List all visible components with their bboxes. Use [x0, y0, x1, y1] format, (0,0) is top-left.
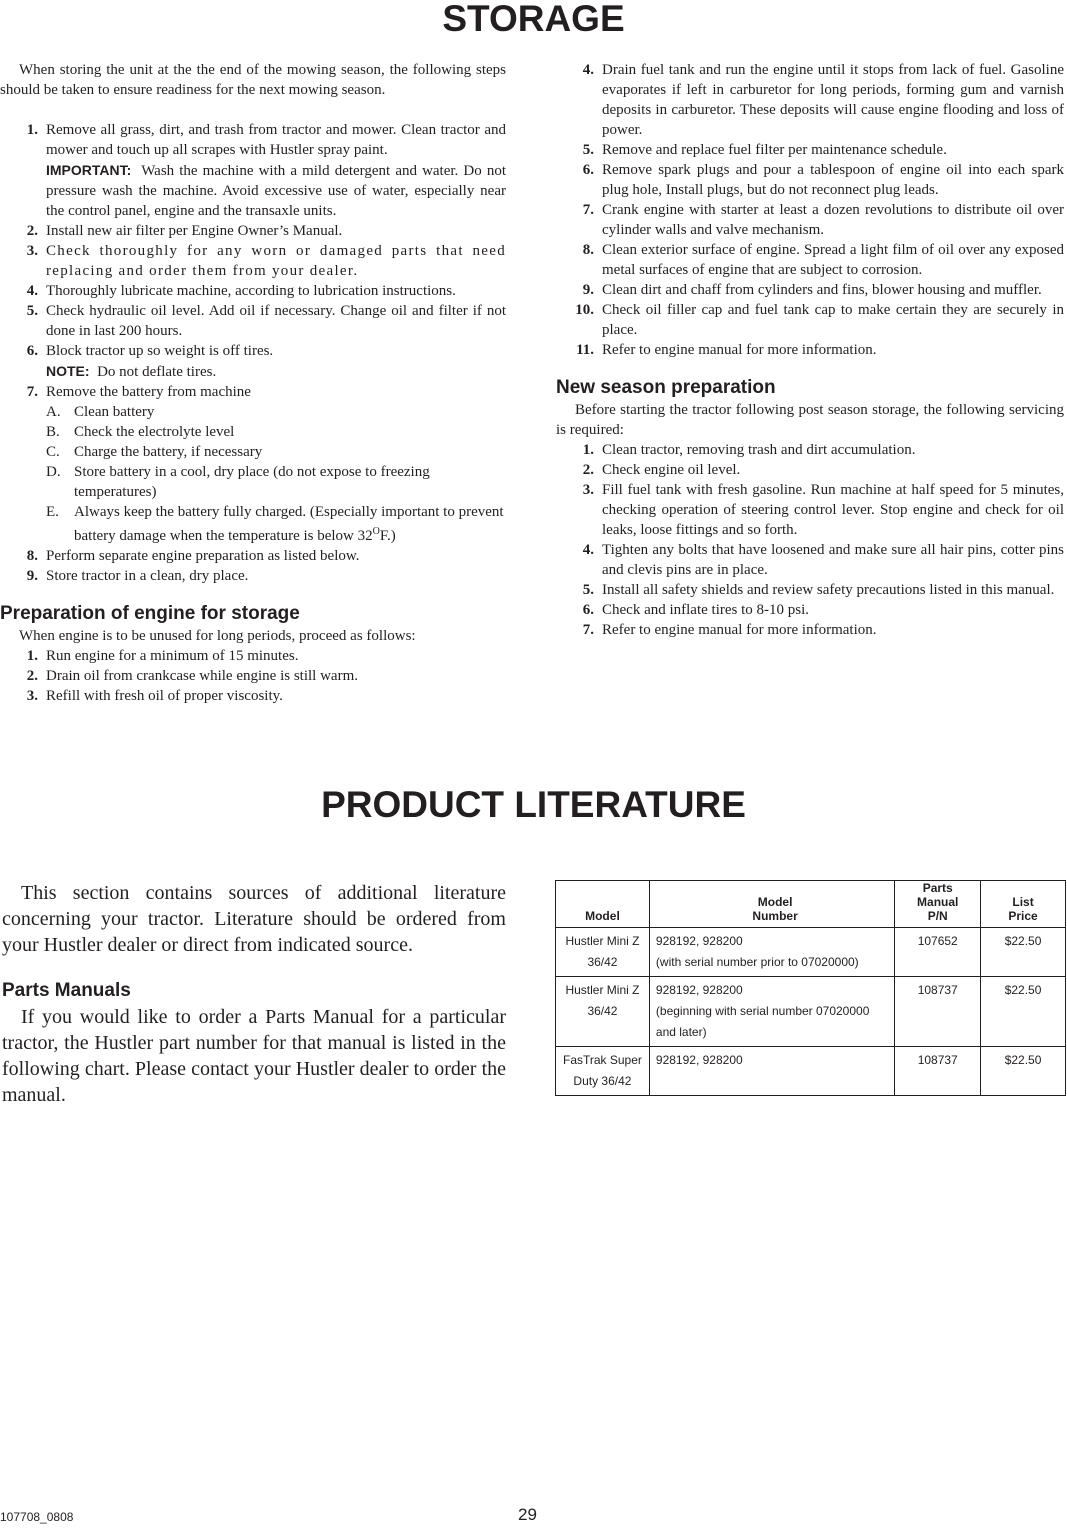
cell-model: Hustler Mini Z 36/42	[556, 977, 650, 1047]
cell-model: Hustler Mini Z 36/42	[556, 928, 650, 977]
storage-step: 5. Check hydraulic oil level. Add oil if necessary. Change oil and filter if not done in last 200 hours.	[26, 303, 506, 339]
cell-model-number: 928192, 928200	[649, 1047, 894, 1096]
new-season-step: 5. Install all safety shields and review safety precautions listed in this manual.	[582, 582, 1055, 598]
engine-prep-step: 9. Clean dirt and chaff from cylinders and fins, blower housing and muffler.	[582, 282, 1042, 298]
storage-step: 7. Remove the battery from machine	[26, 384, 251, 400]
engine-prep-intro: When engine is to be unused for long periods, proceed as follows:	[19, 628, 416, 644]
header-model: Model	[556, 881, 650, 928]
new-season-intro: Before starting the tractor following post season storage, the following servicing is required:	[556, 402, 1064, 438]
new-season-step: 7. Refer to engine manual for more information.	[582, 622, 877, 638]
battery-step: C. Charge the battery, if necessary	[46, 444, 263, 460]
storage-step: 8. Perform separate engine preparation as listed below.	[26, 548, 360, 564]
cell-pn: 108737	[895, 977, 981, 1047]
new-season-step: 4. Tighten any bolts that have loosened and make sure all hair pins, cotter pins and clevis pins are in place.	[582, 542, 1064, 578]
storage-title: STORAGE	[442, 0, 625, 39]
storage-right-column	[556, 60, 1064, 640]
battery-step: E. Always keep the battery fully charged. (Especially important to prevent battery damage when the temperature is below $32^OF$.)	[46, 504, 504, 544]
cell-model-number: 928192, 928200 (with serial number prior to 07020000)	[649, 928, 894, 977]
engine-prep-step: 7. Crank engine with starter at least a dozen revolutions to distribute oil over cylinder walls and valve mechanism.	[582, 202, 1064, 238]
new-season-step: 1. Clean tractor, removing trash and dirt accumulation.	[582, 442, 916, 458]
table-header-row	[556, 881, 1066, 928]
cell-price: $22.50	[981, 928, 1066, 977]
important-label: IMPORTANT:	[46, 162, 132, 178]
new-season-step: 6. Check and inflate tires to 8-10 psi.	[582, 602, 810, 618]
storage-left-column	[0, 60, 506, 706]
parts-manuals-heading: Parts Manuals	[2, 980, 131, 1001]
storage-step: 9. Store tractor in a clean, dry place.	[26, 568, 249, 584]
engine-prep-step: 10. Check oil filler cap and fuel tank cap to make certain they are securely in place.	[575, 302, 1064, 338]
product-literature-title: PRODUCT LITERATURE	[321, 784, 746, 825]
engine-prep-step: 5. Remove and replace fuel filter per maintenance schedule.	[582, 142, 947, 158]
product-literature-left	[2, 880, 506, 1108]
storage-steps	[0, 120, 506, 586]
engine-prep-step: 6. Remove spark plugs and pour a tablespoon of engine oil into each spark plug hole, Install plugs, but do not reconnect plug leads.	[582, 162, 1064, 198]
cell-pn: 107652	[895, 928, 981, 977]
engine-prep-step: 4. Drain fuel tank and run the engine until it stops from lack of fuel. Gasoline evaporates if left in carburetor for long periods, forming gum and varnish deposits in carburetor. These deposits will cause engine flooding and loss of power.	[582, 62, 1064, 138]
engine-prep-step: 8. Clean exterior surface of engine. Spread a light film of oil over any exposed metal surfaces of engine that are subject to corrosion.	[582, 242, 1064, 278]
engine-prep-step: 2. Drain oil from crankcase while engine is still warm.	[26, 668, 358, 684]
engine-prep-steps-left	[0, 646, 506, 706]
storage-intro: When storing the unit at the the end of the mowing season, the following steps should be taken to ensure readiness for the next mowing season.	[0, 62, 506, 98]
new-season-steps	[556, 440, 1064, 640]
parts-manual-table	[555, 880, 1066, 1096]
storage-step: 6. Block tractor up so weight is off tires. NOTE: Do not deflate tires.	[26, 343, 274, 380]
header-parts-manual-pn: Parts Manual P/N	[895, 881, 981, 928]
engine-prep-heading: Preparation of engine for storage	[0, 603, 300, 624]
note-text: Do not deflate tires.	[97, 364, 217, 380]
engine-prep-step: 3. Refill with fresh oil of proper viscosity.	[26, 688, 283, 704]
storage-step: 1. Remove all grass, dirt, and trash from tractor and mower. Clean tractor and mower and touch up all scrapes with Hustler spray paint. IMPORTANT: Wash the machine with a mild detergent and water. Do not pressure wash the machine. Avoid excessive use of water, especially near the control panel, engine and the transaxle units.	[26, 122, 506, 219]
storage-step: 4. Thoroughly lubricate machine, according to lubrication instructions.	[26, 283, 456, 299]
engine-prep-step: 11. Refer to engine manual for more information.	[576, 342, 877, 358]
battery-step: D. Store battery in a cool, dry place (do not expose to freezing temperatures)	[46, 464, 430, 500]
storage-step: 3. Check thoroughly for any worn or damaged parts that need replacing and order them from your dealer.	[26, 243, 506, 279]
new-season-step: 3. Fill fuel tank with fresh gasoline. Run machine at half speed for 5 minutes, checking operation of steering control lever. Stop engine and check for oil leaks, loose fittings and so forth.	[582, 482, 1064, 538]
new-season-heading: New season preparation	[556, 377, 776, 398]
battery-step: B. Check the electrolyte level	[46, 424, 235, 440]
engine-prep-step: 1. Run engine for a minimum of 15 minutes.	[26, 648, 299, 664]
battery-step: A. Clean battery	[46, 404, 155, 420]
cell-model-number: 928192, 928200 (beginning with serial number 07020000 and later)	[649, 977, 894, 1047]
storage-step: 2. Install new air filter per Engine Owner’s Manual.	[26, 223, 343, 239]
note-label: NOTE:	[46, 363, 90, 379]
important-text: Wash the machine with a mild detergent and water. Do not pressure wash the machine. Avoid excessive use of water, especially near the control panel, engine and the transaxle units.	[46, 163, 506, 219]
document-number: 107708_0808	[0, 1510, 74, 1524]
table-row	[556, 977, 1066, 1047]
product-literature-intro: This section contains sources of additional literature concerning your tractor. Literature should be ordered from your Hustler dealer or direct from indicated source.	[2, 882, 506, 956]
cell-pn: 108737	[895, 1047, 981, 1096]
header-list-price: List Price	[981, 881, 1066, 928]
engine-prep-steps-right	[556, 60, 1064, 360]
cell-price: $22.50	[981, 1047, 1066, 1096]
header-model-number: Model Number	[649, 881, 894, 928]
cell-price: $22.50	[981, 977, 1066, 1047]
new-season-step: 2. Check engine oil level.	[582, 462, 741, 478]
table-row	[556, 1047, 1066, 1096]
table-row	[556, 928, 1066, 977]
cell-model: FasTrak Super Duty 36/42	[556, 1047, 650, 1096]
page-number: 29	[518, 1505, 537, 1524]
parts-manuals-text: If you would like to order a Parts Manual for a particular tractor, the Hustler part number for that manual is listed in the following chart. Please contact your Hustler dealer to order the manual.	[2, 1006, 506, 1106]
